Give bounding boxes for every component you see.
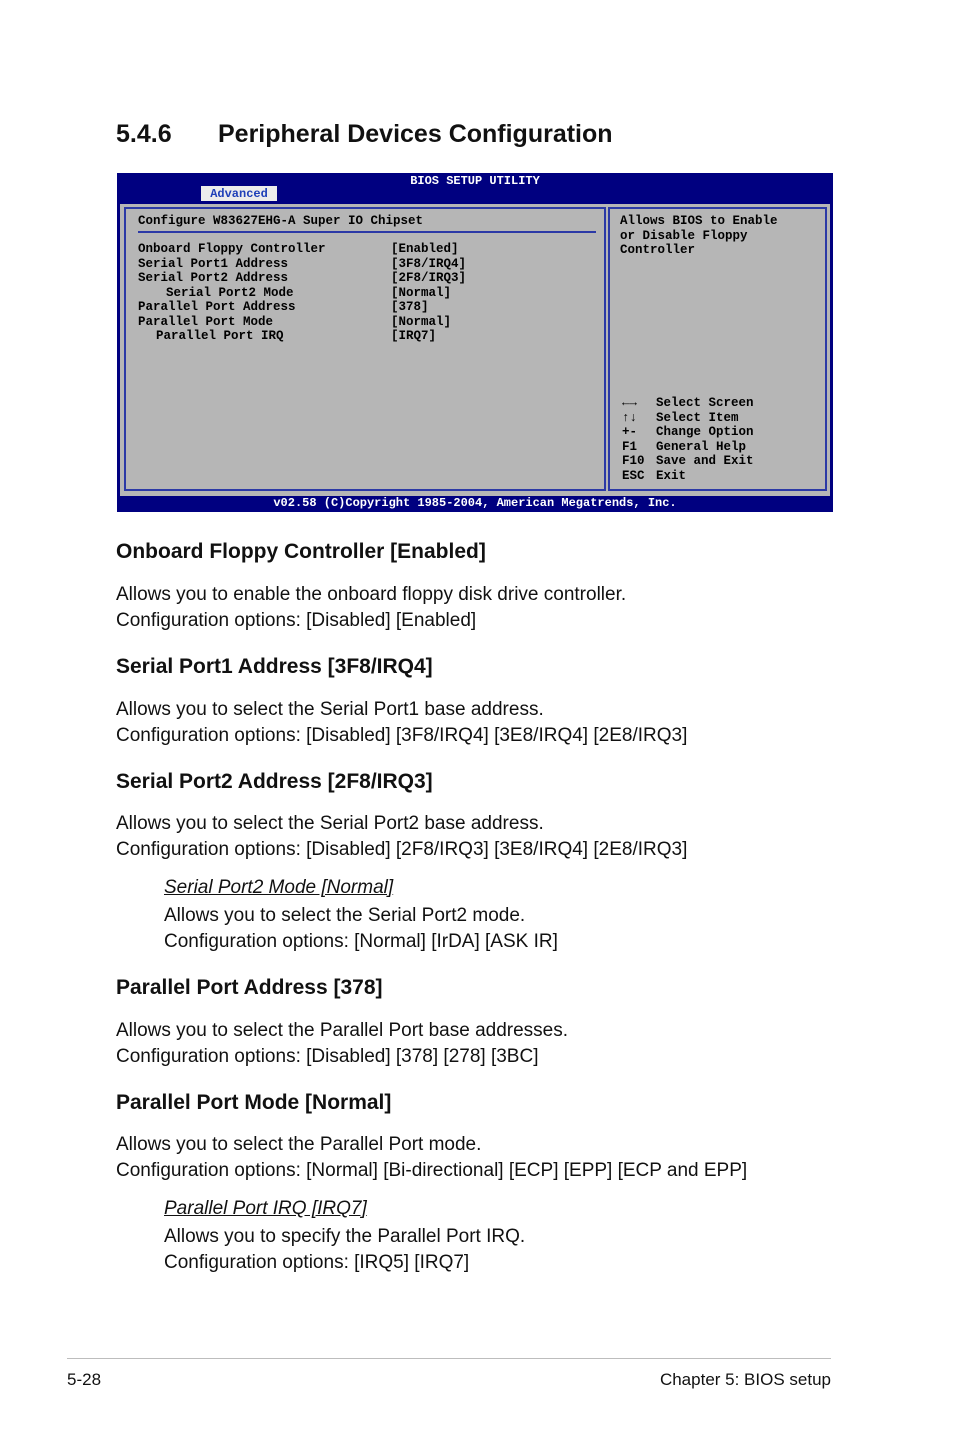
parallel-mode-heading: Parallel Port Mode [Normal] bbox=[116, 1091, 392, 1114]
page-number: 5-28 bbox=[67, 1370, 102, 1389]
bios-item-label[interactable]: Serial Port2 Address bbox=[138, 271, 289, 285]
bios-item-label[interactable]: Serial Port2 Mode bbox=[166, 285, 294, 300]
bios-item-label[interactable]: Parallel Port Address bbox=[138, 300, 296, 314]
floppy-description: Allows you to enable the onboard floppy disk drive controller. bbox=[116, 584, 627, 605]
serial2-mode-heading: Serial Port2 Mode [Normal] bbox=[164, 877, 394, 898]
parallel-address-options: Configuration options: [Disabled] [378] [278] [3BC] bbox=[116, 1046, 539, 1067]
key-desc: Exit bbox=[656, 468, 687, 483]
bios-item-value[interactable]: [Normal] bbox=[391, 314, 452, 329]
key-name: F1 bbox=[622, 439, 638, 454]
floppy-heading: Onboard Floppy Controller [Enabled] bbox=[116, 540, 486, 563]
bios-help-text: Allows BIOS to Enable or Disable Floppy Controller bbox=[620, 214, 778, 257]
serial2-mode-options: Configuration options: [Normal] [IrDA] [ASK IR] bbox=[164, 931, 558, 952]
bios-screenshot bbox=[117, 173, 833, 512]
chapter-label: Chapter 5: BIOS setup bbox=[659, 1370, 831, 1389]
serial1-options: Configuration options: [Disabled] [3F8/IRQ4] [3E8/IRQ4] [2E8/IRQ3] bbox=[116, 725, 688, 746]
bios-item-value[interactable]: [Normal] bbox=[391, 285, 452, 300]
bios-item-value[interactable]: [378] bbox=[391, 300, 429, 314]
bios-item-value[interactable]: [Enabled] bbox=[391, 242, 459, 256]
bios-item-value[interactable]: [2F8/IRQ3] bbox=[391, 271, 467, 285]
bios-panel-header: Configure W83627EHG-A Super IO Chipset bbox=[138, 214, 424, 228]
parallel-irq-options: Configuration options: [IRQ5] [IRQ7] bbox=[164, 1252, 470, 1273]
arrows-left-right-icon: ←→ bbox=[622, 396, 638, 410]
floppy-options: Configuration options: [Disabled] [Enabled] bbox=[116, 610, 477, 631]
arrows-up-down-icon: ↑↓ bbox=[622, 410, 638, 425]
key-name: ESC bbox=[622, 468, 645, 483]
key-name: F10 bbox=[622, 454, 645, 468]
section-title-text: Peripheral Devices Configuration bbox=[218, 120, 613, 148]
bios-item-label[interactable]: Serial Port1 Address bbox=[138, 256, 289, 271]
bios-tab-advanced[interactable]: Advanced bbox=[201, 186, 277, 201]
serial2-mode-description: Allows you to select the Serial Port2 mode. bbox=[164, 905, 526, 926]
footer-rule bbox=[67, 1358, 831, 1359]
bios-item-value[interactable]: [IRQ7] bbox=[391, 329, 437, 343]
key-desc: Save and Exit bbox=[656, 454, 754, 468]
key-desc: General Help bbox=[656, 439, 747, 454]
bios-item-label[interactable]: Parallel Port Mode bbox=[138, 314, 274, 329]
section-number: 5.4.6 bbox=[116, 120, 172, 148]
bios-frame bbox=[120, 204, 830, 496]
bios-header-rule bbox=[138, 231, 596, 233]
key-desc: Change Option bbox=[656, 425, 754, 439]
parallel-irq-description: Allows you to specify the Parallel Port IRQ. bbox=[164, 1226, 526, 1247]
bios-item-label[interactable]: Parallel Port IRQ bbox=[156, 329, 284, 343]
key-desc: Select Item bbox=[656, 410, 739, 425]
parallel-address-heading: Parallel Port Address [378] bbox=[116, 976, 383, 999]
parallel-mode-options: Configuration options: [Normal] [Bi-directional] [ECP] [EPP] [ECP and EPP] bbox=[116, 1160, 748, 1181]
serial1-description: Allows you to select the Serial Port1 base address. bbox=[116, 699, 544, 720]
parallel-mode-description: Allows you to select the Parallel Port mode. bbox=[116, 1134, 482, 1155]
serial1-heading: Serial Port1 Address [3F8/IRQ4] bbox=[116, 655, 433, 678]
parallel-irq-heading: Parallel Port IRQ [IRQ7] bbox=[164, 1198, 367, 1219]
serial2-options: Configuration options: [Disabled] [2F8/IRQ3] [3E8/IRQ4] [2E8/IRQ3] bbox=[116, 839, 688, 860]
bios-copyright: v02.58 (C)Copyright 1985-2004, American Megatrends, Inc. bbox=[273, 496, 677, 510]
parallel-address-description: Allows you to select the Parallel Port base addresses. bbox=[116, 1020, 569, 1041]
key-desc: Select Screen bbox=[656, 396, 754, 410]
serial2-heading: Serial Port2 Address [2F8/IRQ3] bbox=[116, 770, 433, 793]
section-title bbox=[116, 120, 613, 149]
bios-help-panel bbox=[608, 207, 827, 491]
serial2-description: Allows you to select the Serial Port2 base address. bbox=[116, 813, 544, 834]
key-name: +- bbox=[622, 425, 638, 439]
bios-item-value[interactable]: [3F8/IRQ4] bbox=[391, 256, 467, 271]
bios-title: BIOS SETUP UTILITY bbox=[410, 174, 540, 188]
bios-settings-panel bbox=[124, 207, 606, 491]
bios-item-label[interactable]: Onboard Floppy Controller bbox=[138, 242, 326, 256]
